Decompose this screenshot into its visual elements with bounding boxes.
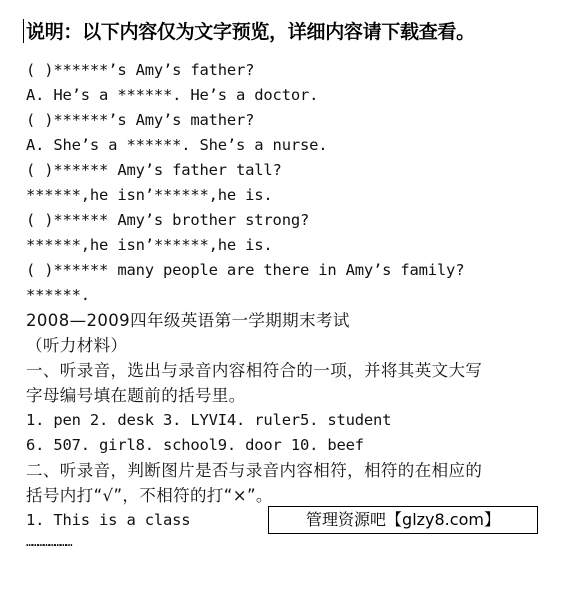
text-cursor: [23, 19, 24, 43]
word-list: 6. 507. girl8. school9. door 10. beef: [26, 436, 364, 454]
question-line: ( )******’s Amy’s mather?: [26, 111, 255, 129]
question-line: ( )****** many people are there in Amy’s family?: [26, 261, 465, 279]
sentence-line: 1. This is a class: [26, 511, 191, 529]
question-line: ( )****** Amy’s father tall?: [26, 161, 282, 179]
watermark-badge: 管理资源吧【glzy8.com】: [268, 506, 538, 534]
ellipsis-line: ……………………: [26, 535, 71, 549]
question-line: ( )******’s Amy’s father?: [26, 61, 255, 79]
word-list: 1. pen 2. desk 3. LYVI4. ruler5. student: [26, 411, 392, 429]
exam-subtitle: （听力材料）: [26, 336, 128, 355]
section-instruction: 字母编号填在题前的括号里。: [26, 386, 246, 405]
answer-line: A. She’s a ******. She’s a nurse.: [26, 136, 328, 154]
answer-line: ******,he isn’******,he is.: [26, 236, 273, 254]
answer-line: ******.: [26, 286, 90, 304]
exam-title: 2008—2009四年级英语第一学期期末考试: [26, 311, 350, 330]
question-line: ( )****** Amy’s brother strong?: [26, 211, 310, 229]
answer-line: A. He’s a ******. He’s a doctor.: [26, 86, 319, 104]
section-instruction: 一、听录音，选出与录音内容相符合的一项，并将其英文大写: [26, 361, 483, 380]
preview-notice: 说明：以下内容仅为文字预览，详细内容请下载查看。: [26, 21, 475, 43]
document-body: [26, 58, 566, 551]
section-instruction: 括号内打“√”，不相符的打“×”。: [26, 486, 273, 505]
section-instruction: 二、听录音，判断图片是否与录音内容相符，相符的在相应的: [26, 461, 483, 480]
answer-line: ******,he isn’******,he is.: [26, 186, 273, 204]
